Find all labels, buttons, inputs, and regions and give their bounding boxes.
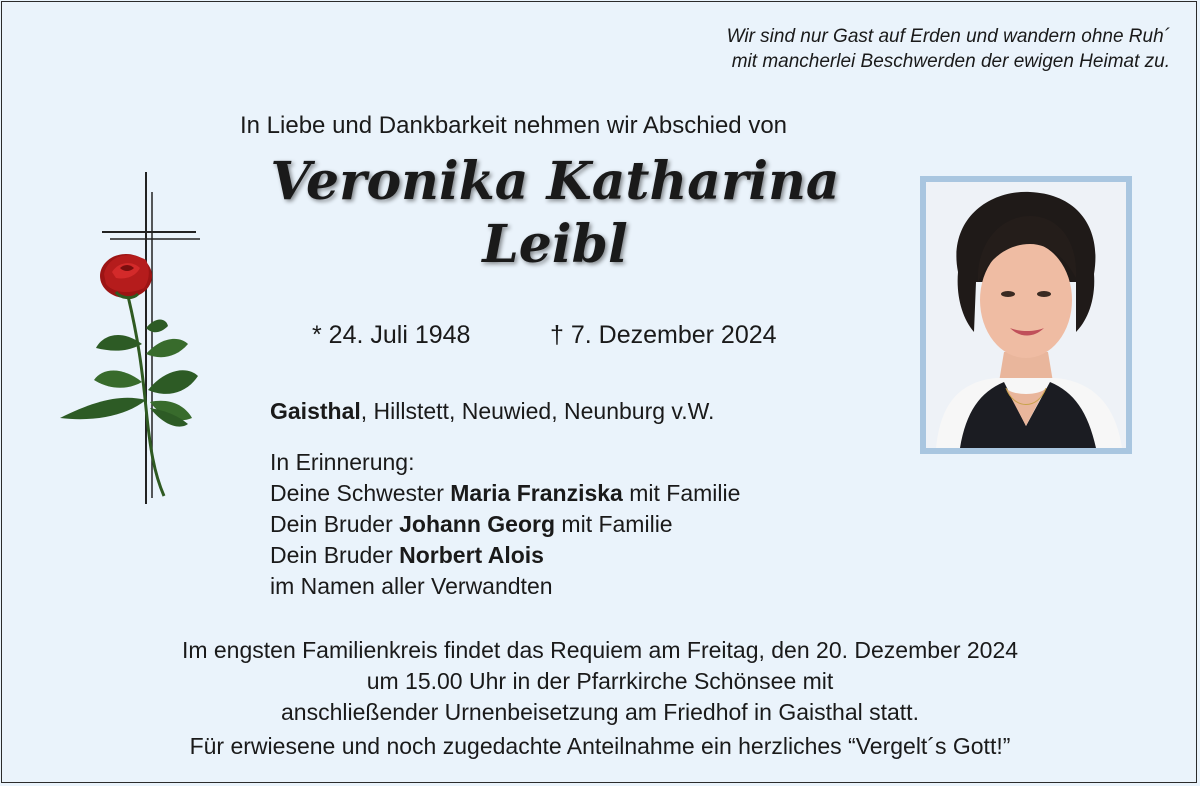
thanks-line: Für erwiesene und noch zugedachte Anteilnahme ein herzliches “Vergelt´s Gott!” — [189, 733, 1011, 759]
quote-line-2: mit mancherlei Beschwerden der ewigen Heimat zu. — [731, 51, 1170, 72]
place-main: Gaisthal — [270, 398, 361, 424]
portrait-photo — [920, 176, 1132, 454]
mourner-row — [270, 540, 740, 571]
cross-rose-icon — [50, 168, 210, 508]
places-line — [270, 398, 714, 425]
mourner-suffix: mit Familie — [622, 480, 741, 506]
service-info — [0, 635, 1200, 762]
memory-heading: In Erinnerung: — [270, 449, 415, 475]
death-date: † 7. Dezember 2024 — [550, 321, 777, 349]
mourner-name: Norbert Alois — [399, 542, 544, 568]
mourner-relation: Deine Schwester — [270, 480, 451, 506]
mourner-suffix: mit Familie — [555, 511, 673, 537]
first-names: Veronika Katharina — [270, 151, 840, 212]
portrait-figure-icon — [926, 182, 1126, 448]
quote — [570, 24, 1170, 74]
deceased-name — [200, 150, 910, 276]
service-line-1: Im engsten Familienkreis findet das Requiem am Freitag, den 20. Dezember 2024 — [181, 637, 1019, 663]
birth-date: * 24. Juli 1948 — [312, 321, 471, 349]
service-line-3: anschließender Urnenbeisetzung am Friedhof in Gaisthal statt. — [281, 699, 919, 725]
mourner-name: Maria Franziska — [450, 480, 623, 506]
quote-line-1: Wir sind nur Gast auf Erden und wandern ohne Ruh´ — [726, 26, 1170, 47]
mourner-name: Johann Georg — [399, 511, 556, 537]
portrait-image — [926, 182, 1126, 448]
service-line-2: um 15.00 Uhr in der Pfarrkirche Schönsee mit — [366, 668, 834, 694]
mourner-relation: Dein Bruder — [270, 542, 400, 568]
intro-text: In Liebe und Dankbarkeit nehmen wir Abschied von — [240, 112, 788, 139]
places-rest: , Hillstett, Neuwied, Neunburg v.W. — [360, 398, 715, 424]
mourner-relation: Dein Bruder — [270, 511, 400, 537]
memory-block — [270, 447, 740, 602]
mourner-row — [270, 478, 740, 509]
last-name: Leibl — [482, 214, 628, 275]
mourner-row — [270, 509, 740, 540]
memory-closing: im Namen aller Verwandten — [270, 573, 553, 599]
